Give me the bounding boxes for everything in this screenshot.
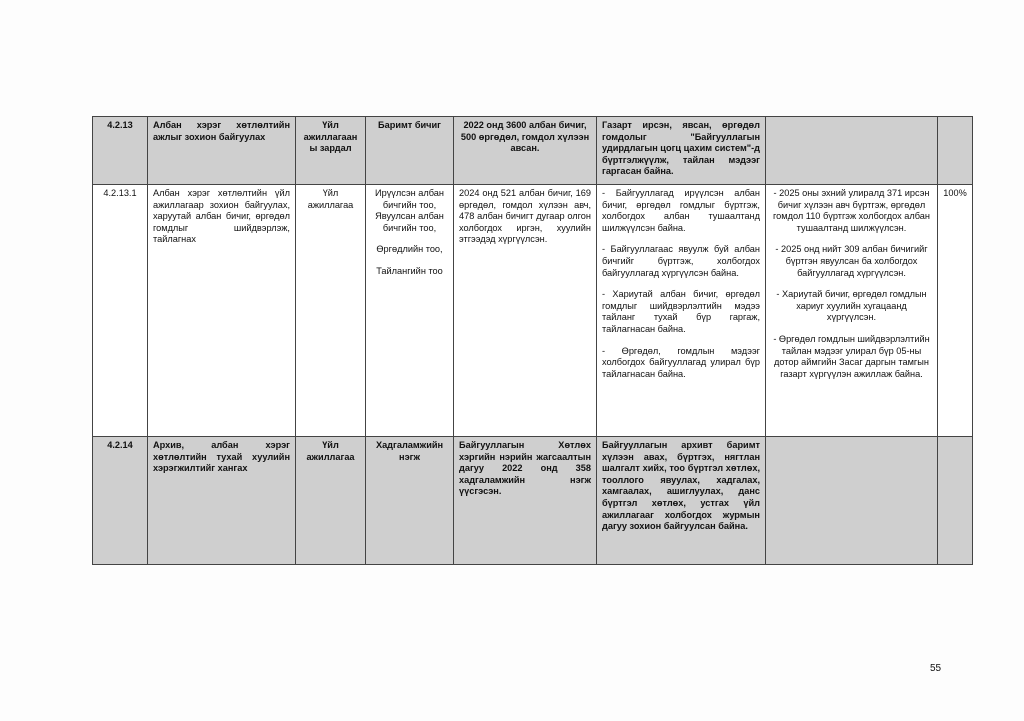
activity-id: 4.2.14: [93, 437, 148, 565]
document-item: Өргөдлийн тоо,: [376, 244, 443, 255]
evidence-document: Хадгаламжийн нэгж: [366, 437, 454, 565]
page-number: 55: [930, 663, 942, 674]
activity-name: Албан хэрэг хөтлөлтийн ажлыг зохион байгуулах: [148, 117, 296, 185]
progress-cell: [766, 437, 938, 565]
document-item: Тайлангийн тоо: [376, 265, 443, 276]
progress-cell: [766, 117, 938, 185]
target-item: - Хариутай албан бичиг, өргөдөл гомдлыг шийдвэрлэлтийн мэдээ тайланг тухай бүр гаргаж, тайлагнасан байна.: [602, 289, 760, 334]
target-item: - Өргөдөл, гомдлын мэдээг холбогдох байгууллагад улирал бүр тайлагнасан байна.: [602, 345, 760, 379]
document-item: Ирүүлсэн албан бичгийн тоо, Явуулсан албан бичгийн тоо,: [375, 188, 444, 233]
evidence-document: [366, 185, 454, 437]
progress-cell: [766, 185, 938, 437]
activity-type: Үйл ажиллагаа: [296, 437, 366, 565]
progress-item: - 2025 онд нийт 309 албан бичигийг бүртгэн явуулсан ба холбогдох байгууллагад хүргүүлсэн.: [775, 244, 928, 278]
activity-name: Архив, албан хэрэг хөтлөлтийн тухай хуулийн хэрэгжилтийг хангах: [148, 437, 296, 565]
table-row: [93, 437, 973, 565]
table-row: [93, 185, 973, 437]
table-row: [93, 117, 973, 185]
baseline-value: 2022 онд 3600 албан бичиг, 500 өргөдөл, гомдол хүлээн авсан.: [454, 117, 597, 185]
target-value: Газарт ирсэн, явсан, өргөдөл гомдолыг "Байгууллагын удирдлагын цогц цахим систем"-д бүртгэлжүүлж, тайлан мэдээг гаргасан байна.: [597, 117, 766, 185]
activity-type: Үйл ажиллагаа: [296, 185, 366, 437]
target-value: [597, 185, 766, 437]
progress-item: - 2025 оны эхний улиралд 371 ирсэн бичиг хүлээн авч бүртгэж, өргөдөл гомдол 110 бүртгэж холбогдох албан тушаалтанд шилжүүлсэн.: [773, 188, 930, 233]
percent-cell: 100%: [938, 185, 973, 437]
baseline-value: 2024 онд 521 албан бичиг, 169 өргөдөл, гомдол хүлээн авч, 478 албан бичигт дугаар олгон холбогдох иргэн, хуулийн этгээдэд хүргүүлсэн.: [454, 185, 597, 437]
percent-cell: [938, 117, 973, 185]
activity-type: Үйл ажиллагаан ы зардал: [296, 117, 366, 185]
progress-item: - Өргөдөл гомдлын шийдвэрлэлтийн тайлан мэдээг улирал бүр 05-ны дотор аймгийн Засаг даргын тамгын газарт хүргүүлэн ажиллаж байна.: [773, 333, 930, 379]
evidence-document: Баримт бичиг: [366, 117, 454, 185]
target-value: Байгууллагын архивт баримт хүлээн авах, бүртгэх, нягтлан шалгалт хийх, тоо бүртгэл хөтлөх, тооллого явуулах, хадгалах, хамгаалах, ашиглуулах, данс бүртгэл хөтлөх, устгах үйл ажиллагааг холбогдох журмын дагуу зохион байгуулсан байна.: [597, 437, 766, 565]
target-item: - Байгууллагаас явуулж буй албан бичгийг бүртгэж, холбогдох байгууллагад хүргүүлсэн байна.: [602, 244, 760, 278]
activity-id: 4.2.13.1: [93, 185, 148, 437]
percent-cell: [938, 437, 973, 565]
activity-name: Албан хэрэг хөтлөлтийн үйл ажиллагаар зохион байгуулах, харуутай албан бичиг, өргөдөл гомдлыг шийдвэрлэж, тайлагнах: [148, 185, 296, 437]
progress-item: - Хариутай бичиг, өргөдөл гомдлын хариуг хуулийн хугацаанд хүргүүлсэн.: [776, 289, 927, 323]
baseline-value: Байгууллагын Хөтлөх хэргийн нэрийн жагсаалтын дагуу 2022 онд 358 хадгаламжийн нэгж үүсгэсэн.: [454, 437, 597, 565]
action-plan-table: [92, 116, 973, 565]
target-item: - Байгууллагад ирүүлсэн албан бичиг, өргөдөл гомдлыг бүртгэж, холбогдох албан тушаалтанд шилжүүлсэн байна.: [602, 188, 760, 233]
activity-id: 4.2.13: [93, 117, 148, 185]
